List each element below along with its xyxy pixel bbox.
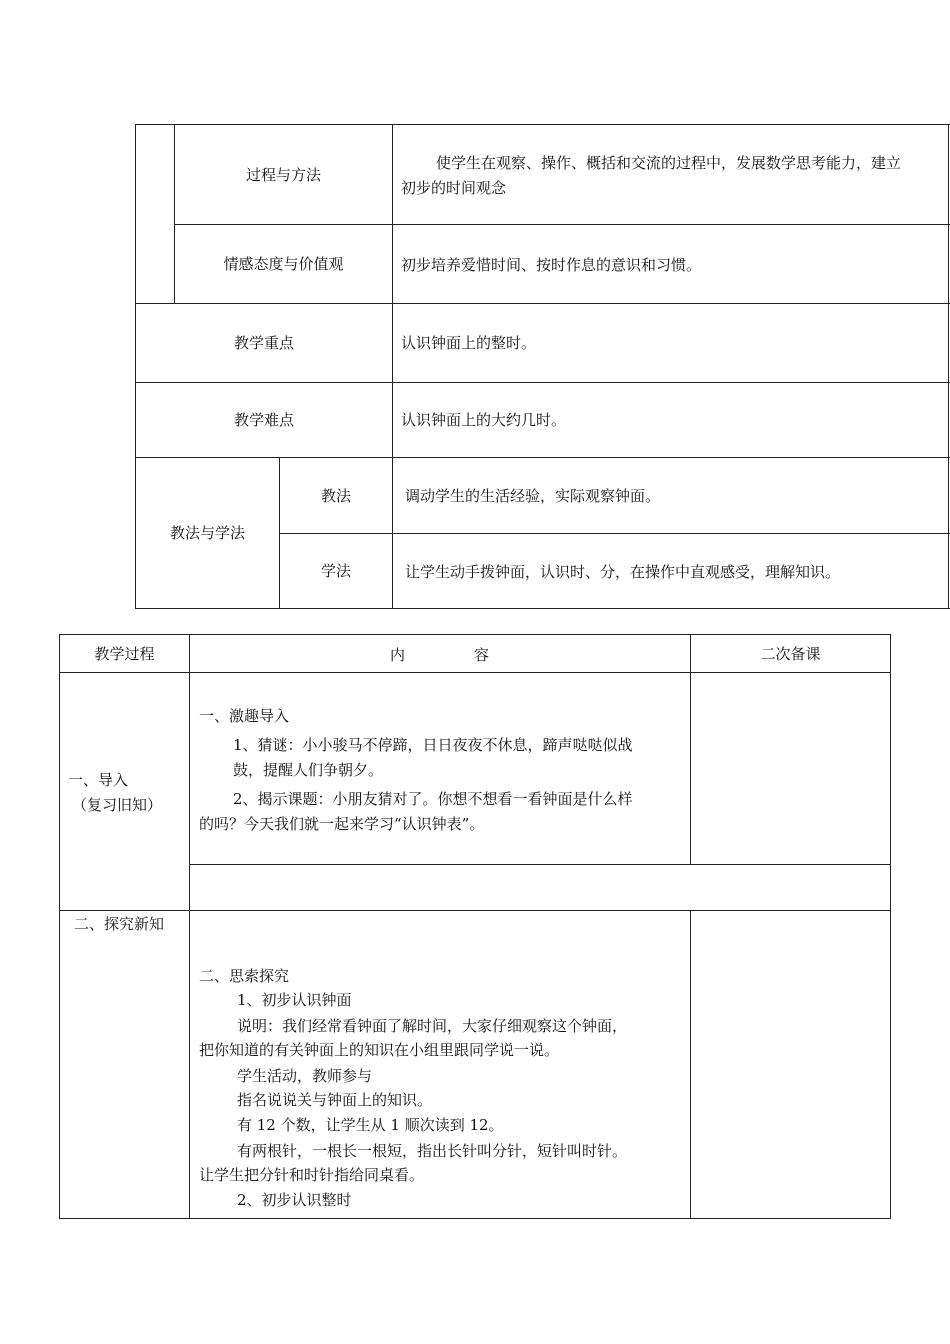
stage-explore: 二、探究新知	[74, 915, 165, 933]
explain-line2: 把你知道的有关钟面上的知识在小组里跟同学说一说。	[199, 1041, 560, 1059]
header-content-char1: 内	[390, 646, 406, 664]
explore-heading: 二、思索探究	[199, 967, 290, 985]
process-method-content-line1: 使学生在观察、操作、概括和交流的过程中，发展数学思考能力，建立	[436, 154, 902, 172]
process-method-label: 过程与方法	[245, 165, 321, 184]
teaching-method-label: 教法	[320, 486, 351, 505]
header-process: 教学过程	[94, 644, 155, 663]
intro-heading: 一、激趣导入	[199, 707, 290, 725]
learning-method-label: 学法	[320, 562, 351, 580]
hands-line1: 有两根针，一根长一根短，指出长针叫分针，短针叫时针。	[237, 1142, 628, 1160]
stage-intro-line2: （复习旧知）	[72, 796, 163, 814]
learning-method-content: 让学生动手拨钟面，认识时、分，在操作中直观感受，理解知识。	[405, 563, 841, 581]
difficulty-label: 教学难点	[233, 411, 294, 429]
header-content-char2: 容	[474, 646, 490, 664]
difficulty-content: 认识钟面上的大约几时。	[401, 411, 567, 429]
process-method-content-line2: 初步的时间观念	[401, 179, 507, 197]
whole-hour-sub2: 2、初步认识整时	[237, 1191, 352, 1209]
key-point-content: 认识钟面上的整时。	[401, 334, 537, 352]
stage-intro-line1: 一、导入	[68, 771, 129, 789]
reveal-line1: 2、揭示课题：小朋友猜对了。你想不想看一看钟面是什么样	[233, 790, 633, 808]
emotion-content: 初步培养爱惜时间、按时作息的意识和习惯。	[401, 256, 702, 274]
riddle-line1: 1、猜谜：小小骏马不停蹄，日日夜夜不休息，蹄声哒哒似战	[233, 736, 633, 754]
explain-line1: 说明：我们经常看钟面了解时间，大家仔细观察这个钟面，	[237, 1017, 628, 1035]
teaching-method-content: 调动学生的生活经验，实际观察钟面。	[405, 487, 661, 505]
student-activity: 学生活动，教师参与	[237, 1067, 373, 1085]
emotion-label: 情感态度与价值观	[223, 255, 344, 273]
key-point-label: 教学重点	[233, 334, 294, 352]
riddle-line2: 鼓，提醒人们争朝夕。	[233, 761, 384, 779]
clock-face-sub1: 1、初步认识钟面	[237, 991, 352, 1009]
reveal-line2: 的吗？今天我们就一起来学习“认识钟表”。	[199, 815, 485, 833]
numbers-line: 有 12 个数，让学生从 1 顺次读到 12。	[237, 1116, 504, 1134]
hands-line2: 让学生把分针和时针指给同桌看。	[199, 1166, 425, 1184]
methods-label: 教法与学法	[169, 524, 245, 542]
header-secondary-prep: 二次备课	[760, 644, 821, 663]
name-say: 指名说说关与钟面上的知识。	[237, 1091, 433, 1109]
